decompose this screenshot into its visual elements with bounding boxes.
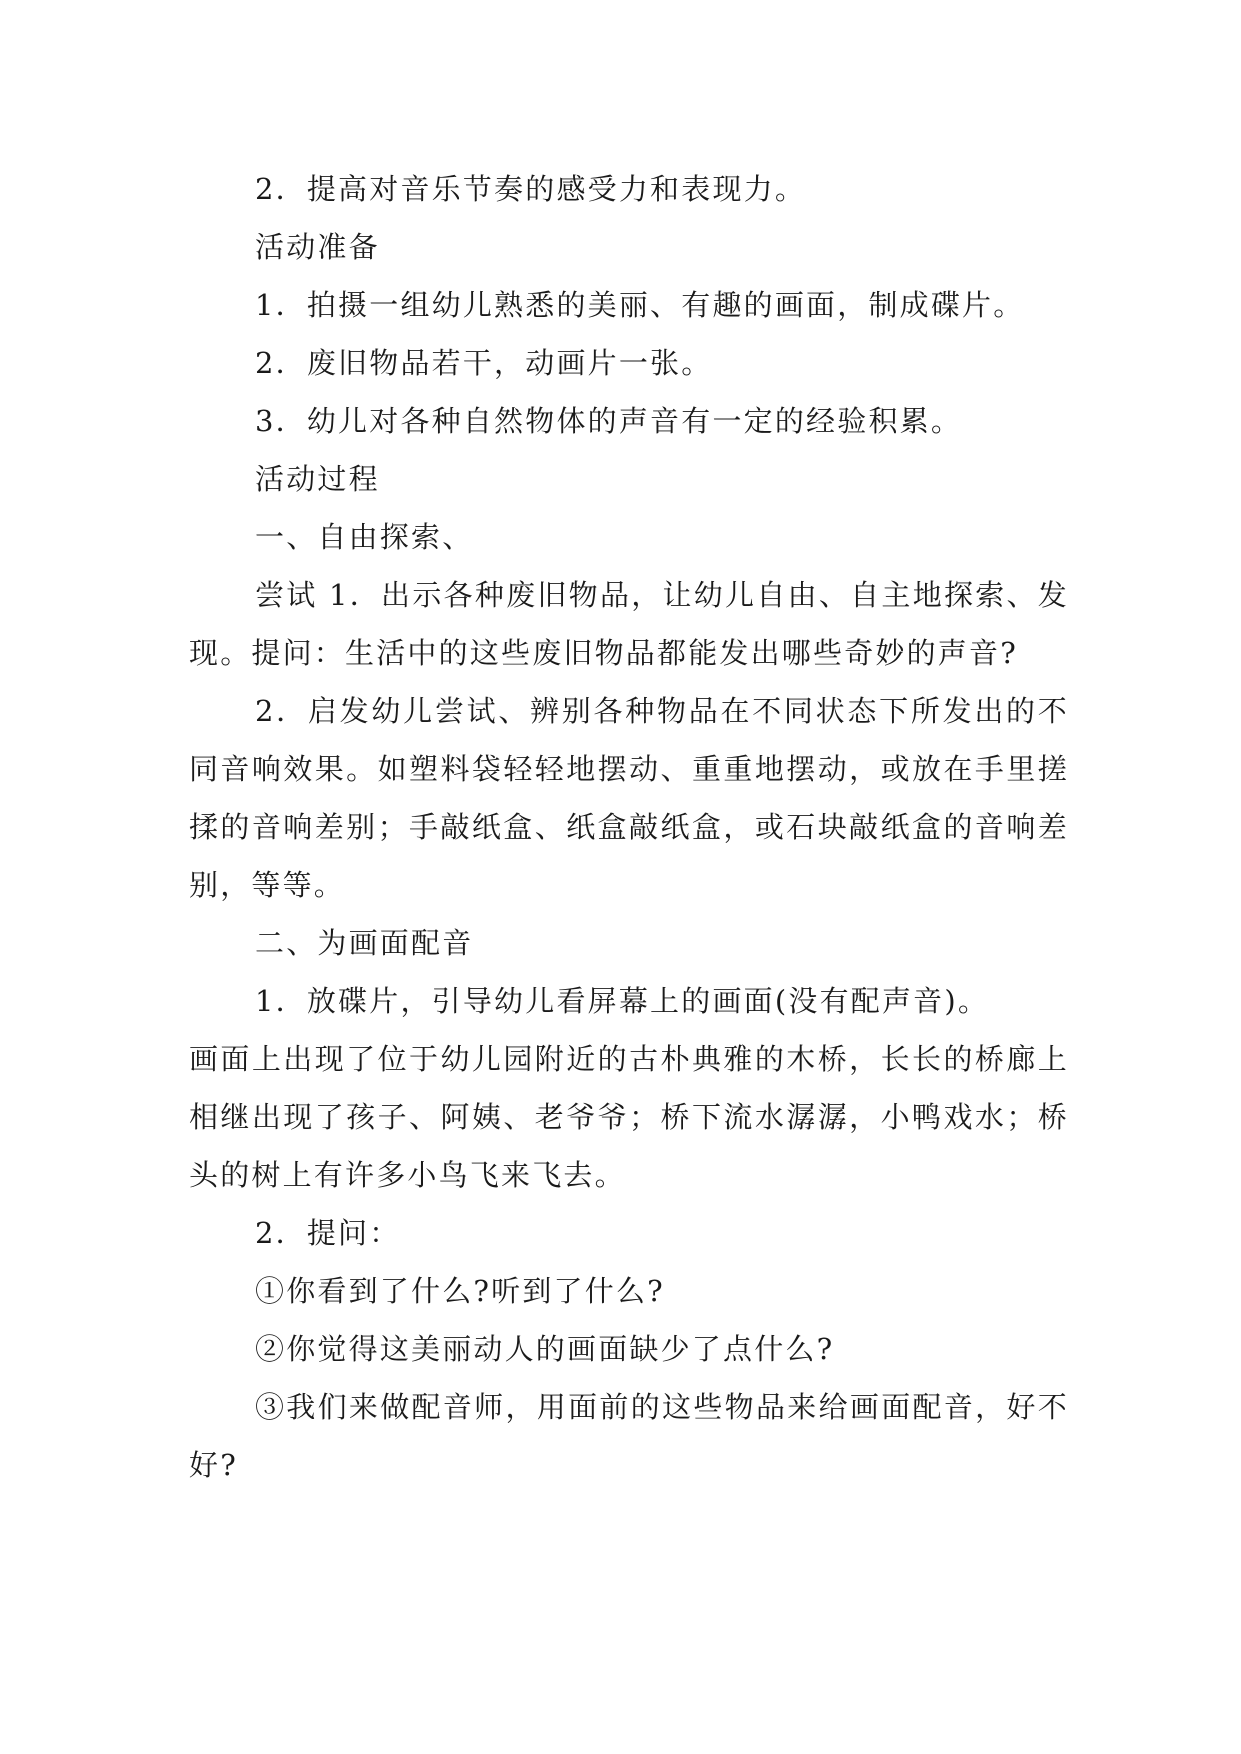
paragraph: 尝试 1．出示各种废旧物品，让幼儿自由、自主地探索、发现。提问：生活中的这些废旧物品都能发出哪些奇妙的声音?	[189, 578, 1069, 670]
question-item: ③我们来做配音师，用面前的这些物品来给画面配音，好不好?	[189, 1390, 1069, 1482]
section-heading: 活动过程	[255, 462, 380, 496]
paragraph: 画面上出现了位于幼儿园附近的古朴典雅的木桥，长长的桥廊上相继出现了孩子、阿姨、老爷爷；桥下流水潺潺，小鸭戏水；桥头的树上有许多小鸟飞来飞去。	[189, 1042, 1069, 1192]
question-item: ②你觉得这美丽动人的画面缺少了点什么?	[255, 1332, 835, 1366]
paragraph: 2．提高对音乐节奏的感受力和表现力。	[255, 172, 807, 206]
question-item: ①你看到了什么?听到了什么?	[255, 1274, 665, 1308]
paragraph: 2．启发幼儿尝试、辨别各种物品在不同状态下所发出的不同音响效果。如塑料袋轻轻地摆动、重重地摆动，或放在手里搓揉的音响差别；手敲纸盒、纸盒敲纸盒，或石块敲纸盒的音响差别，等等。	[189, 694, 1069, 902]
document-body	[189, 160, 1069, 1494]
section-heading: 活动准备	[255, 230, 380, 264]
paragraph: 1．拍摄一组幼儿熟悉的美丽、有趣的画面，制成碟片。	[255, 288, 1025, 322]
paragraph: 1．放碟片，引导幼儿看屏幕上的画面(没有配声音)。	[255, 984, 990, 1018]
paragraph: 3．幼儿对各种自然物体的声音有一定的经验积累。	[255, 404, 963, 438]
paragraph: 2．废旧物品若干，动画片一张。	[255, 346, 713, 380]
subsection-heading: 一、自由探索、	[255, 520, 474, 554]
subsection-heading: 二、为画面配音	[255, 926, 474, 960]
paragraph: 2．提问：	[255, 1216, 401, 1250]
